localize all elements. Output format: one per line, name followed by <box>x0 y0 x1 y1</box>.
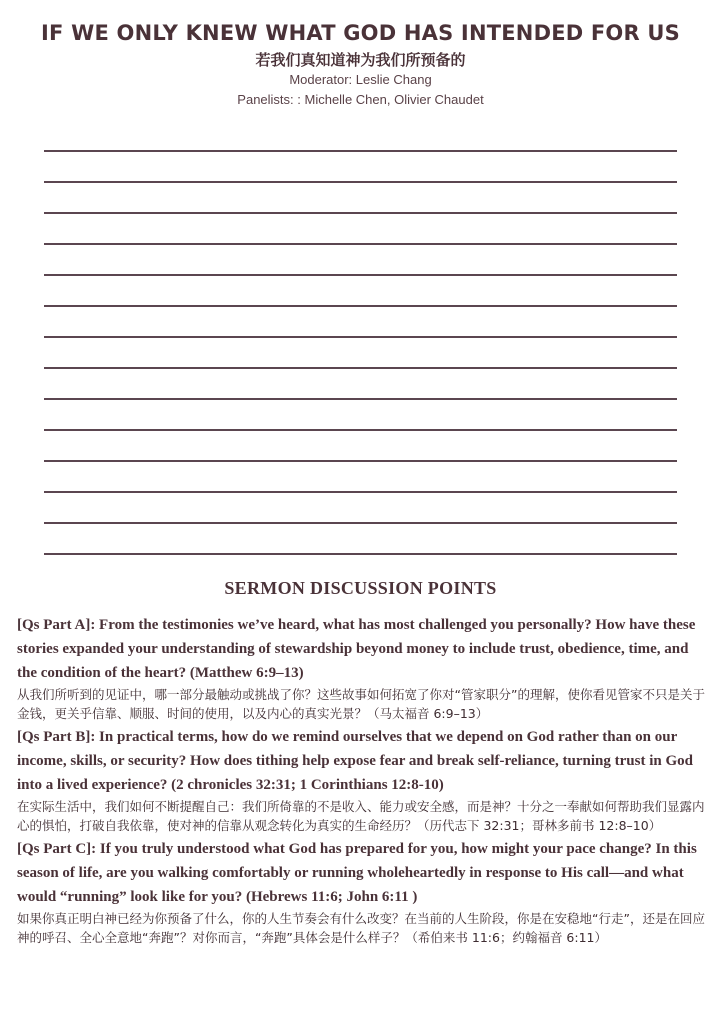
note-line <box>44 398 677 400</box>
question-chinese: 在实际生活中，我们如何不断提醒自己：我们所倚靠的不是收入、能力或安全感，而是神？十分之一奉献如何帮助我们显露内心的惧怕，打破自我依靠，使对神的信靠从观念转化为真实的生命经历？（历代志下 32:31；哥林多前书 12:8–10） <box>17 799 705 833</box>
question-part-c <box>17 837 707 947</box>
question-part-a <box>17 613 707 723</box>
note-line <box>44 491 677 493</box>
question-english: [Qs Part B]: In practical terms, how do we remind ourselves that we depend on God rather than on our income, skills, or security? How does tithing help expose fear and break self-reliance, turning trust in God into a lived experience? (2 chronicles 32:31; 1 Corinthians 12:8-10) <box>17 729 693 793</box>
page-title: IF WE ONLY KNEW WHAT GOD HAS INTENDED FOR US <box>41 21 680 45</box>
question-english: [Qs Part A]: From the testimonies we’ve heard, what has most challenged you personally? How have these stories expanded your understanding of stewardship beyond money to include trust, obedience, time, and the condition of the heart? (Matthew 6:9–13) <box>17 617 696 681</box>
discussion-heading: SERMON DISCUSSION POINTS <box>224 578 497 598</box>
note-line <box>44 274 677 276</box>
question-chinese: 从我们所听到的见证中，哪一部分最触动或挑战了你？这些故事如何拓宽了你对“管家职分”的理解，使你看见管家不只是关于金钱，更关乎信靠、顺服、时间的使用，以及内心的真实光景？（马太福音 6:9–13） <box>17 687 705 721</box>
page-title-chinese: 若我们真知道神为我们所预备的 <box>255 51 466 69</box>
note-line <box>44 522 677 524</box>
note-line <box>44 181 677 183</box>
note-line <box>44 212 677 214</box>
question-part-b <box>17 725 707 835</box>
question-chinese: 如果你真正明白神已经为你预备了什么，你的人生节奏会有什么改变？在当前的人生阶段，你是在安稳地“行走”，还是在回应神的呼召、全心全意地“奔跑”？对你而言，“奔跑”具体会是什么样子？（希伯来书 11:6；约翰福音 6:11） <box>17 911 705 945</box>
question-english: [Qs Part C]: If you truly understood what God has prepared for you, how might your pace change? In this season of life, are you walking comfortably or running wholeheartedly in response to His call—and what would “running” look like for you? (Hebrews 11:6; John 6:11 ) <box>17 841 697 905</box>
discussion-questions <box>17 613 707 949</box>
note-line <box>44 429 677 431</box>
panelists-text: Panelists: : Michelle Chen, Olivier Chaudet <box>237 92 484 107</box>
note-line <box>44 336 677 338</box>
header <box>0 18 721 110</box>
note-line <box>44 553 677 555</box>
note-line <box>44 150 677 152</box>
moderator-text: Moderator: Leslie Chang <box>289 72 432 87</box>
note-line <box>44 305 677 307</box>
note-line <box>44 367 677 369</box>
note-lines <box>44 150 677 584</box>
note-line <box>44 460 677 462</box>
note-line <box>44 243 677 245</box>
